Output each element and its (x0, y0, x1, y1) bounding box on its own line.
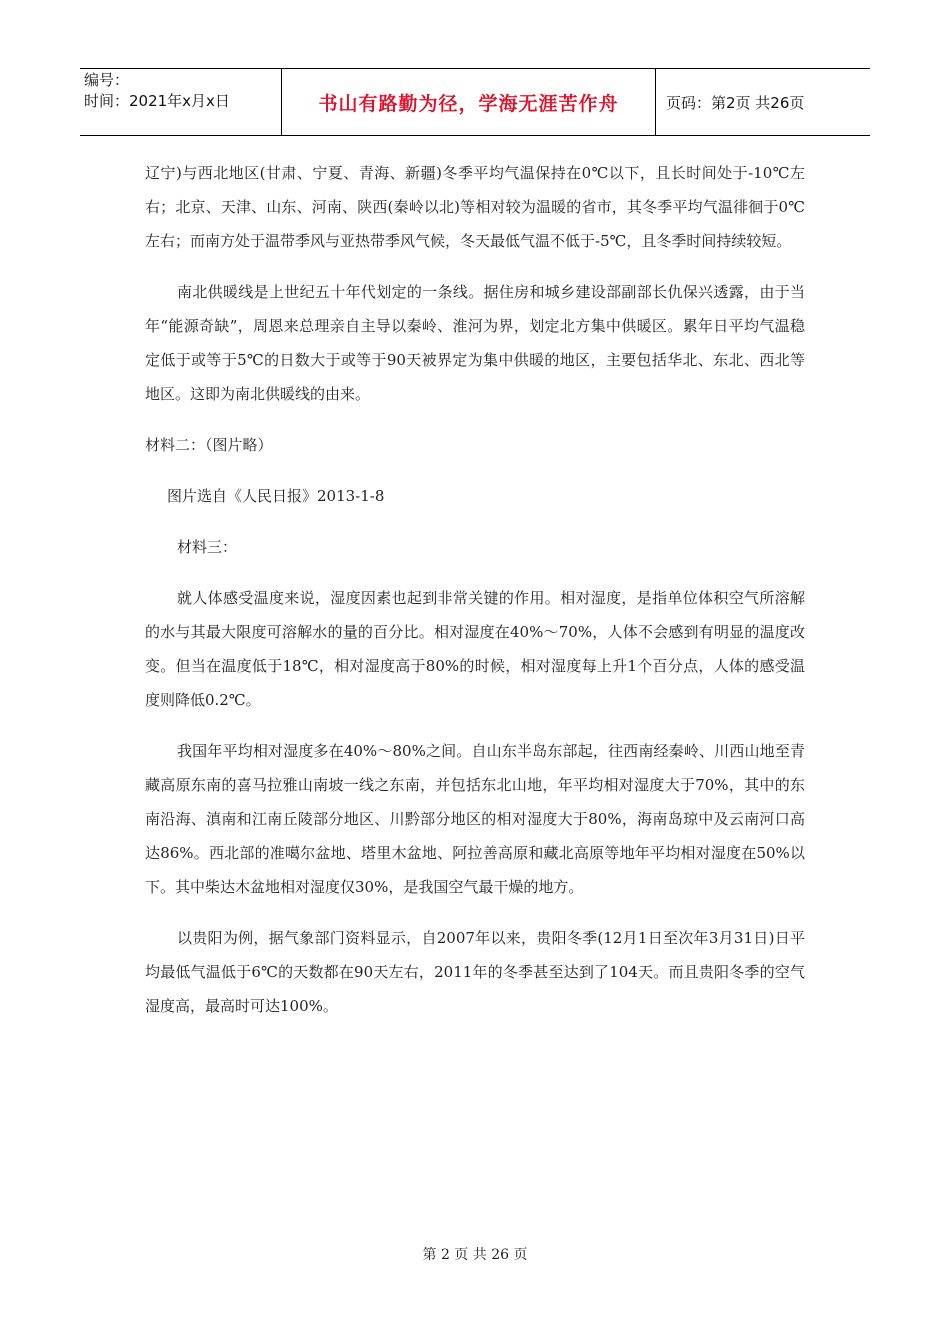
page-footer: 第 2 页 共 26 页 (422, 1247, 528, 1263)
header-meta (80, 69, 282, 135)
header-page-info: 页码：第2页 共26页 (666, 93, 805, 112)
header-motto: 书山有路勤为径，学海无涯苦作舟 (282, 69, 656, 135)
paragraph-national-humidity: 我国年平均相对湿度多在40%～80%之间。自山东半岛东部起，往西南经秦岭、川西山地至青藏高原东南的喜马拉雅山南坡一线之东南，并包括东北山地，年平均相对湿度大于70%，其中的东南沿海、滇南和江南丘陵部分地区、川黔部分地区的相对湿度大于80%，海南岛琼中及云南河口高达86%。西北部的准噶尔盆地、塔里木盆地、阿拉善高原和藏北高原等地年平均相对湿度在50%以下。其中柴达木盆地相对湿度仅30%，是我国空气最干燥的地方。 (145, 742, 805, 896)
page-header (80, 68, 870, 136)
material-three-label: 材料三： (177, 538, 238, 556)
paragraph-heating-line: 南北供暖线是上世纪五十年代划定的一条线。据住房和城乡建设部副部长仇保兴透露，由于当年“能源奇缺”，周恩来总理亲自主导以秦岭、淮河为界，划定北方集中供暖区。累年日平均气温稳定低于或等于5℃的日数大于或等于90天被界定为集中供暖的地区，主要包括华北、东北、西北等地区。这即为南北供暖线的由来。 (145, 283, 805, 403)
image-source-caption: 图片选自《人民日报》2013-1-8 (167, 487, 385, 505)
paragraph-climate: 辽宁)与西北地区(甘肃、宁夏、青海、新疆)冬季平均气温保持在0℃以下，且长时间处于-10℃左右；北京、天津、山东、河南、陕西(秦岭以北)等相对较为温暖的省市，其冬季平均气温徘徊于0℃左右；而南方处于温带季风与亚热带季风气候，冬天最低气温不低于-5℃，且冬季时间持续较短。 (145, 164, 805, 250)
material-two-label: 材料二：（图片略） (145, 436, 273, 454)
paragraph-guiyang: 以贵阳为例，据气象部门资料显示，自2007年以来，贵阳冬季(12月1日至次年3月31日)日平均最低气温低于6℃的天数都在90天左右，2011年的冬季甚至达到了104天。而且贵阳冬季的空气湿度高，最高时可达100%。 (145, 929, 805, 1015)
code-label: 编号： (84, 71, 130, 89)
document-body (145, 156, 805, 1040)
time-label: 时间：2021年x月x日 (84, 92, 230, 110)
paragraph-humidity: 就人体感受温度来说，湿度因素也起到非常关键的作用。相对湿度，是指单位体积空气所溶解的水与其最大限度可溶解水的量的百分比。相对湿度在40%～70%，人体不会感到有明显的温度改变。但当在温度低于18℃，相对湿度高于80%的时候，相对湿度每上升1个百分点，人体的感受温度则降低0.2℃。 (145, 589, 805, 709)
